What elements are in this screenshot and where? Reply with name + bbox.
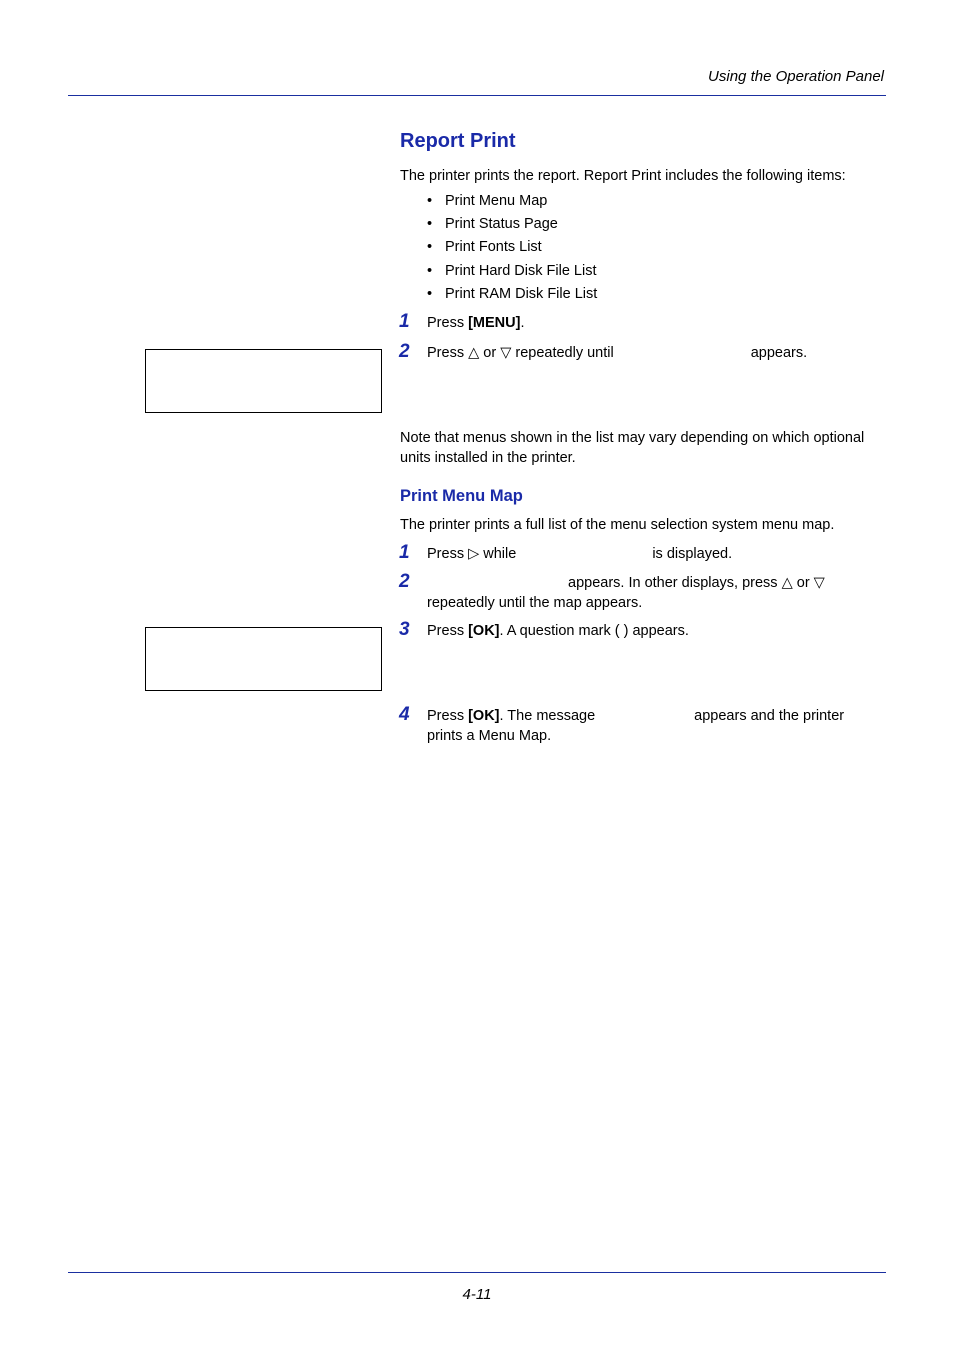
step-number: 1 [399, 542, 410, 563]
step-text: Press △ or ▽ repeatedly until appears. [427, 345, 808, 361]
step-number: 4 [399, 704, 410, 725]
section-intro: The printer prints the report. Report Print includes the following items: [400, 168, 846, 184]
subsection-intro: The printer prints a full list of the menu selection system menu map. [400, 517, 835, 533]
step-number: 1 [399, 311, 410, 332]
subsection-title: Print Menu Map [400, 487, 523, 505]
step-number: 2 [399, 341, 410, 362]
step-text: appears. In other displays, press △ or ▽ repeatedly until the map appears. [427, 575, 825, 611]
step-number: 2 [399, 571, 410, 592]
step-text: Press [OK]. A question mark ( ) appears. [427, 623, 689, 639]
lcd-display [145, 627, 382, 691]
step-number: 3 [399, 619, 410, 640]
step-text: Press [OK]. The message appears and the printer prints a Menu Map. [427, 708, 845, 744]
section-title: Report Print [400, 130, 516, 152]
step-text: Press [MENU]. [427, 315, 525, 331]
step-text: Press ▷ while is displayed. [427, 546, 733, 562]
footer-rule [68, 1272, 886, 1273]
page-number: 4-11 [462, 1286, 492, 1303]
running-header: Using the Operation Panel [708, 68, 884, 85]
lcd-display [145, 349, 382, 413]
note-text: Note that menus shown in the list may vary depending on which optional units installed in the printer. [400, 430, 865, 466]
header-rule [68, 95, 886, 96]
